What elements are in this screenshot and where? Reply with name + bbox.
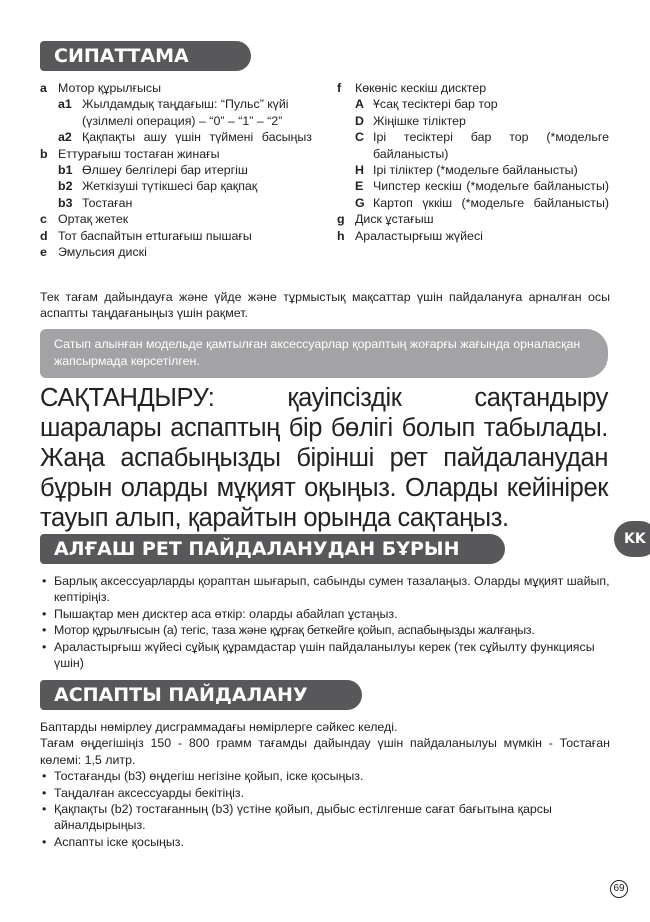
item-text: Жеткізуші түтікшесі бар қақпақ bbox=[82, 179, 258, 194]
usage-section bbox=[40, 719, 610, 850]
item-text: Ірі тіліктер (*модельге байланысты) bbox=[373, 163, 578, 178]
item-key: b3 bbox=[58, 195, 73, 210]
item-key: e bbox=[40, 245, 47, 260]
list-item bbox=[337, 80, 609, 96]
list-item bbox=[40, 80, 312, 96]
item-text: Жіңішке тіліктер bbox=[373, 113, 466, 128]
item-key: C bbox=[355, 130, 364, 145]
item-text: Араластырғыш жүйесі bbox=[355, 228, 483, 243]
item-text: Чипстер кескіш (*модельге байланысты) bbox=[373, 179, 609, 194]
bullet-text: Қақпақты (b2) тостағанның (b3) үстіне қойып, дыбыс естілгенше сағат бағытына қарсы айналдырыңыз. bbox=[54, 802, 552, 833]
list-item: • Таңдалған аксессуарды бекітіңіз. bbox=[40, 785, 610, 801]
item-text: Ортақ жетек bbox=[58, 212, 129, 227]
warning-line: шаралары аспаптың бір бөлігі болып табылады. bbox=[40, 414, 608, 442]
item-key: b2 bbox=[58, 179, 73, 194]
list-item bbox=[337, 162, 609, 178]
item-key: H bbox=[355, 163, 364, 178]
warning-line: тауып алып, қарайтын орында сақтаңыз. bbox=[40, 504, 509, 532]
item-key: E bbox=[355, 179, 364, 194]
item-text: Ұсақ тесіктері бар тор bbox=[373, 97, 498, 112]
list-item: • Тостағанды (b3) өңдегіш негізіне қойып, іске қосыңыз. bbox=[40, 768, 610, 784]
list-item bbox=[337, 96, 609, 112]
item-text: Қақпақты ашу үшін түймені басыңыз bbox=[82, 130, 312, 145]
warning-line: Жаңа аспабыңызды бірінші рет пайдаланудан bbox=[40, 444, 608, 472]
list-item bbox=[337, 228, 609, 244]
list-item bbox=[337, 129, 609, 162]
list-item bbox=[40, 195, 312, 211]
list-item bbox=[337, 178, 609, 194]
item-text: Мотор құрылғысы bbox=[58, 81, 162, 95]
item-text: Диск ұстағыш bbox=[355, 212, 434, 227]
item-key: G bbox=[355, 195, 365, 210]
list-item: • Пышақтар мен дисктер аса өткір: оларды абайлап ұстаңыз. bbox=[40, 606, 610, 622]
list-item bbox=[337, 195, 609, 211]
safety-warning bbox=[40, 383, 608, 533]
bullet-text: Араластырғыш жүйесі сұйық құрамдастар үшін пайдаланылуы керек (тек сұйылту функциясы үшін) bbox=[54, 639, 595, 671]
warning-line: САҚТАНДЫРУ: қауіпсіздік сақтандыру bbox=[40, 384, 608, 412]
section-header-using-appliance: АСПАПТЫ ПАЙДАЛАНУ bbox=[40, 680, 362, 710]
item-text: Ірі тесіктері бар тор (*модельге байланысты) bbox=[373, 130, 609, 161]
item-text: Еттурағыш тостаған жинағы bbox=[58, 146, 220, 161]
parts-list-left bbox=[40, 80, 312, 260]
list-item bbox=[40, 211, 312, 227]
item-key: a1 bbox=[58, 97, 72, 112]
bullet-text: Таңдалған аксессуарды бекітіңіз. bbox=[54, 785, 245, 800]
thank-you-note: Тек тағам дайындауға және үйде және тұрмыстық мақсаттар үшін пайдалануға арналған осы аспапты таңдағаныңыз үшін рақмет. bbox=[40, 290, 610, 321]
paragraph: Тағам өңдегішіңіз 150 - 800 грамм тағамды дайындау үшін пайдаланылуы мүмкін - Тостаған көлемі: 1,5 литр. bbox=[40, 736, 610, 767]
list-item bbox=[337, 113, 609, 129]
page-number: 69 bbox=[610, 880, 628, 898]
item-text: Тот баспайтын етturағыш пышағы bbox=[58, 228, 252, 243]
list-item: • Барлық аксессуарларды қораптан шығарып, сабынды сумен тазалаңыз. Оларды мұқият шайып, кептіріңіз. bbox=[42, 574, 610, 605]
list-item bbox=[40, 96, 312, 129]
item-key: h bbox=[337, 228, 345, 243]
list-item bbox=[40, 129, 312, 145]
item-key: d bbox=[40, 228, 48, 243]
item-text: Тостаған bbox=[82, 195, 133, 210]
item-key: f bbox=[337, 81, 342, 95]
bullet-text: Пышақтар мен дисктер аса өткір: оларды абайлап ұстаңыз. bbox=[54, 606, 398, 621]
item-key: g bbox=[337, 212, 345, 227]
bullet-text: Мотор құрылғысын (a) тегіс, таза және құрғақ беткейге қойып, аспабыңызды жалғаңыз. bbox=[54, 623, 535, 638]
parts-list-right bbox=[337, 80, 609, 244]
item-key: c bbox=[40, 212, 47, 227]
language-tab: KK bbox=[614, 521, 650, 557]
list-item bbox=[40, 146, 312, 162]
item-key: a bbox=[40, 81, 47, 95]
section-header-description: СИПАТТАМА bbox=[40, 41, 251, 71]
list-item: • Араластырғыш жүйесі сұйық құрамдастар үшін пайдаланылуы керек (тек сұйылту функциясы үшін) bbox=[40, 639, 610, 672]
accessory-info-box: Сатып алынған модельде қамтылған аксессуарлар қораптың жоғарғы жағында орналасқан жапсырмада көрсетілген. bbox=[40, 329, 608, 378]
list-item bbox=[337, 211, 609, 227]
item-key: A bbox=[355, 97, 364, 112]
list-item bbox=[40, 162, 312, 178]
list-item: • Аспапты іске қосыңыз. bbox=[40, 834, 610, 850]
list-item: • Қақпақты (b2) тостағанның (b3) үстіне қойып, дыбыс естілгенше сағат бағытына қарсы айналдырыңыз. bbox=[40, 801, 610, 834]
list-item bbox=[40, 244, 312, 260]
item-key: a2 bbox=[58, 130, 72, 145]
item-key: b bbox=[40, 146, 48, 161]
item-text: Картоп үккіш (*модельге байланысты) bbox=[373, 195, 609, 210]
item-key: D bbox=[355, 113, 364, 128]
list-item bbox=[40, 178, 312, 194]
bullet-text: Барлық аксессуарларды қораптан шығарып, сабынды сумен тазалаңыз. Оларды мұқият шайып, кептіріңіз. bbox=[54, 574, 610, 605]
list-item: • Мотор құрылғысын (a) тегіс, таза және құрғақ беткейге қойып, аспабыңызды жалғаңыз. bbox=[40, 622, 610, 638]
item-text: Жылдамдық таңдағыш: “Пульс” күйі (үзілмелі операция) – “0” – “1” – “2” bbox=[82, 97, 289, 128]
item-text: Өлшеу белгілері бар итергіш bbox=[82, 163, 248, 178]
first-use-list bbox=[40, 573, 610, 671]
bullet-text: Тостағанды (b3) өңдегіш негізіне қойып, іске қосыңыз. bbox=[54, 769, 364, 784]
item-text: Көкөніс кескіш дисктер bbox=[355, 81, 487, 95]
bullet-text: Аспапты іске қосыңыз. bbox=[54, 834, 184, 849]
section-header-before-first-use: АЛҒАШ РЕТ ПАЙДАЛАНУДАН БҰРЫН bbox=[40, 534, 505, 564]
warning-line: бұрын оларды мұқият оқыңыз. Оларды кейінірек bbox=[40, 474, 608, 502]
paragraph: Баптарды нөмірлеу дисграммадағы нөмірлерге сәйкес келеді. bbox=[40, 720, 398, 734]
item-key: b1 bbox=[58, 163, 73, 178]
item-text: Эмульсия дискі bbox=[58, 245, 147, 260]
list-item bbox=[40, 228, 312, 244]
